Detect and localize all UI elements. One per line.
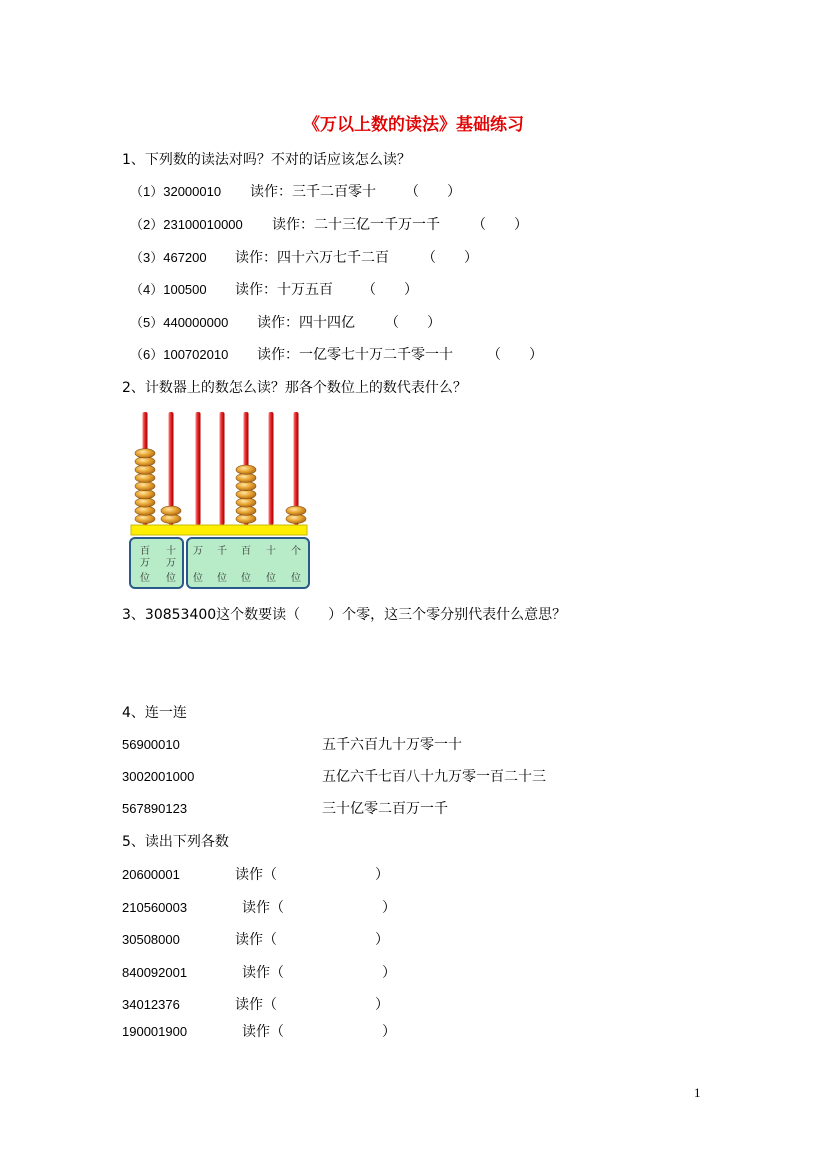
abacus-bead (236, 482, 256, 491)
q3-prompt: 3、30853400这个数要读（ ）个零，这三个零分别代表什么意思？ (122, 607, 567, 623)
q1-item-6-reading: 读作：一亿零七十万二千零一十 (257, 347, 453, 363)
q5-number-5: 34012376 (122, 997, 180, 1012)
abacus-rod-4 (220, 412, 225, 525)
q1-item-1-blank[interactable]: （ ） (405, 184, 461, 200)
abacus-bead (135, 506, 155, 515)
q5-reading-blank-2[interactable]: 读作（ ） (242, 900, 396, 916)
abacus-bead (135, 490, 155, 499)
q1-prompt: 1、下列数的读法对吗？不对的话应该怎么读？ (122, 152, 411, 168)
abacus-bead (135, 465, 155, 474)
abacus-bead (135, 449, 155, 458)
abacus-label-top: 个 (291, 546, 301, 557)
abacus-bead (236, 514, 256, 523)
abacus-label-top: 百 (140, 546, 150, 557)
page-number: 1 (694, 1085, 701, 1100)
abacus-label-bottom: 位 (291, 573, 301, 584)
q5-reading-blank-1[interactable]: 读作（ ） (235, 867, 389, 883)
abacus-bead (236, 465, 256, 474)
q1-item-3-label: （3）467200 (130, 250, 207, 265)
abacus-bead (286, 506, 306, 515)
q4-right-1[interactable]: 五千六百九十万零一十 (322, 737, 462, 753)
q1-item-5-blank[interactable]: （ ） (385, 315, 441, 331)
abacus-bead (161, 514, 181, 523)
abacus-bead (236, 490, 256, 499)
q1-item-6-blank[interactable]: （ ） (487, 347, 543, 363)
q5-reading-blank-6[interactable]: 读作（ ） (242, 1024, 396, 1040)
q1-item-6-label: （6）100702010 (130, 347, 229, 362)
q2-prompt: 2、计数器上的数怎么读？那各个数位上的数代表什么？ (122, 380, 467, 396)
abacus-label-mid: 万 (140, 558, 150, 569)
abacus-rod-3 (196, 412, 201, 525)
q1-item-3-blank[interactable]: （ ） (422, 250, 478, 266)
abacus-label-mid: 万 (166, 558, 176, 569)
q5-reading-blank-5[interactable]: 读作（ ） (235, 997, 389, 1013)
q4-right-3[interactable]: 三十亿零二百万一千 (322, 801, 448, 817)
abacus-bead (135, 498, 155, 507)
abacus-label-top: 十 (166, 546, 176, 557)
abacus-frame-bar (131, 525, 307, 535)
abacus-label-bottom: 位 (166, 573, 176, 584)
q5-reading-blank-4[interactable]: 读作（ ） (242, 965, 396, 981)
abacus-label-top: 百 (241, 546, 251, 557)
q1-item-4-reading: 读作：十万五百 (235, 282, 333, 298)
q5-number-1: 20600001 (122, 867, 180, 882)
q1-item-4-blank[interactable]: （ ） (362, 282, 418, 298)
abacus-bead (236, 498, 256, 507)
q4-right-2[interactable]: 五亿六千七百八十九万零一百二十三 (322, 769, 546, 785)
abacus (128, 408, 313, 592)
q5-number-2: 210560003 (122, 900, 188, 915)
abacus-bead (135, 482, 155, 491)
abacus-bead (286, 514, 306, 523)
q1-item-1-label: （1）32000010 (130, 184, 222, 199)
q4-left-2[interactable]: 3002001000 (122, 769, 195, 784)
abacus-label-bottom: 位 (217, 573, 227, 584)
q1-item-4-label: （4）100500 (130, 282, 207, 297)
page-title: 《万以上数的读法》基础练习 (303, 115, 524, 135)
q1-item-5-reading: 读作：四十四亿 (257, 315, 355, 331)
q1-item-2-blank[interactable]: （ ） (472, 217, 528, 233)
q1-item-1-reading: 读作：三千二百零十 (250, 184, 376, 200)
q4-left-3[interactable]: 567890123 (122, 801, 188, 816)
abacus-label-bottom: 位 (140, 573, 150, 584)
q1-item-2-reading: 读作：二十三亿一千万一千 (272, 217, 440, 233)
abacus-bead (135, 473, 155, 482)
q5-reading-blank-3[interactable]: 读作（ ） (235, 932, 389, 948)
abacus-label-bottom: 位 (193, 573, 203, 584)
q4-prompt: 4、连一连 (122, 705, 187, 721)
abacus-rod-6 (269, 412, 274, 525)
abacus-label-bottom: 位 (241, 573, 251, 584)
abacus-bead (135, 457, 155, 466)
q1-item-2-label: （2）23100010000 (130, 217, 243, 232)
abacus-label-top: 十 (266, 546, 276, 557)
q1-item-3-reading: 读作：四十六万七千二百 (235, 250, 389, 266)
abacus-bead (135, 514, 155, 523)
abacus-label-top: 千 (217, 546, 227, 557)
q1-item-5-label: （5）440000000 (130, 315, 229, 330)
q5-prompt: 5、读出下列各数 (122, 834, 229, 850)
q5-number-6: 190001900 (122, 1024, 188, 1039)
abacus-bead (161, 506, 181, 515)
abacus-bead (236, 473, 256, 482)
abacus-bead (236, 506, 256, 515)
q4-left-1[interactable]: 56900010 (122, 737, 180, 752)
abacus-label-bottom: 位 (266, 573, 276, 584)
q5-number-4: 840092001 (122, 965, 188, 980)
abacus-label-top: 万 (193, 546, 203, 557)
q5-number-3: 30508000 (122, 932, 180, 947)
